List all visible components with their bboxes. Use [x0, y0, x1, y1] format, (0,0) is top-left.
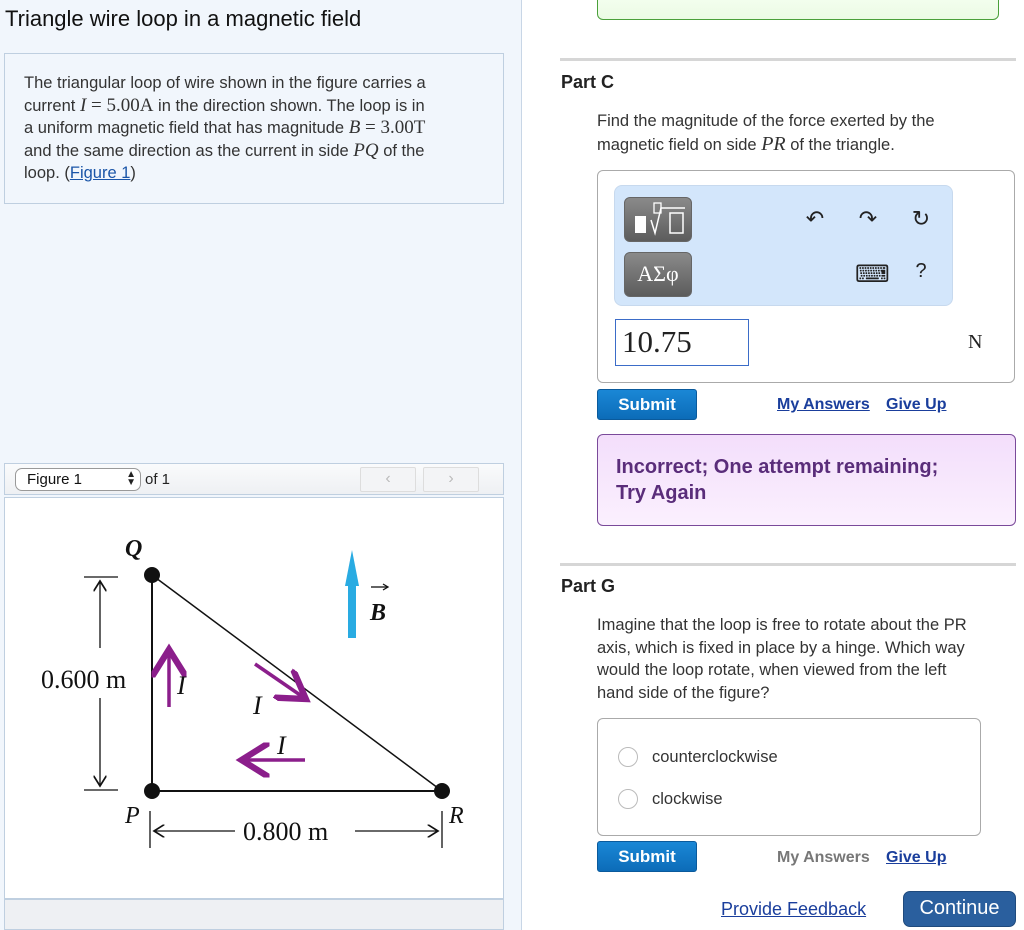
option-label: clockwise [652, 789, 723, 808]
intro-text: and the same direction as the current in side [24, 141, 354, 160]
correct-feedback-box [597, 0, 999, 20]
intro-text: The triangular loop of wire shown in the figure carries a [24, 74, 426, 92]
label-height: 0.600 m [41, 665, 127, 694]
part-g-question [597, 614, 967, 704]
label-b-field: B [370, 600, 387, 626]
label-q: Q [125, 536, 143, 562]
figure-count: of 1 [145, 471, 171, 488]
keyboard-icon[interactable]: ⌨ [855, 261, 890, 288]
part-divider [560, 58, 1016, 61]
question-text: would the loop rotate, when viewed from the left [597, 661, 947, 679]
vertex-r [434, 783, 450, 799]
part-g-title: Part G [561, 576, 616, 596]
question-text: axis, which is fixed in place by a hinge. Which way [597, 638, 965, 657]
question-text: hand side of the figure? [597, 683, 770, 702]
question-text: magnetic field on side [597, 135, 762, 154]
magnetic-field-arrow [345, 550, 359, 586]
redo-icon[interactable]: ↷ [858, 206, 878, 231]
chevron-left-icon: ‹ [385, 470, 391, 487]
figure-select[interactable] [15, 468, 141, 491]
math-var-side: PQ [353, 139, 379, 161]
option-counterclockwise[interactable] [618, 745, 778, 769]
label-current-pq: I [177, 671, 186, 700]
greek-symbols-button[interactable]: ΑΣφ [624, 252, 692, 297]
triangle-loop-figure [5, 498, 505, 900]
math-var-field: B [348, 117, 361, 138]
label-current-rp: I [277, 731, 286, 760]
incorrect-feedback-box [597, 434, 1016, 526]
part-g-give-up-link[interactable]: Give Up [886, 849, 947, 866]
intro-text: loop. ( [24, 164, 70, 182]
option-clockwise[interactable] [618, 787, 723, 811]
intro-text: ) [130, 164, 136, 182]
vertex-p [144, 783, 160, 799]
math-var-side: PR [761, 132, 786, 155]
math-toolbar [614, 185, 953, 306]
questions-pane [523, 0, 1024, 930]
math-var-current: I [79, 94, 87, 116]
intro-text: current [24, 96, 80, 115]
figure-navigation-bar [4, 463, 504, 495]
undo-icon[interactable]: ↶ [805, 206, 825, 231]
figure-select-value: Figure 1 [27, 471, 83, 488]
intro-text: a uniform magnetic field that has magnitude [24, 119, 349, 137]
previous-figure-button[interactable] [360, 467, 416, 492]
question-text: Find the magnitude of the force exerted by the [597, 112, 935, 130]
part-c-my-answers-link[interactable]: My Answers [777, 396, 870, 413]
feedback-text: Incorrect; One attempt remaining; [616, 456, 939, 478]
answer-entry-box [597, 170, 1015, 383]
part-divider [560, 563, 1016, 566]
label-current-qr: I [253, 691, 262, 720]
reset-icon[interactable]: ↻ [911, 206, 931, 231]
radio-button[interactable] [618, 747, 638, 767]
part-c-submit-button[interactable]: Submit [597, 389, 697, 420]
question-text: of the triangle. [785, 135, 895, 154]
figure-link[interactable]: Figure 1 [69, 164, 131, 182]
question-text: Imagine that the loop is free to rotate about the PR [597, 616, 967, 634]
label-r: R [449, 803, 464, 829]
updown-arrows-icon: ▲ ▼ [126, 469, 136, 488]
intro-text: in the direction shown. The loop is in [153, 96, 425, 115]
part-c-give-up-link[interactable]: Give Up [886, 396, 947, 413]
page-title: Triangle wire loop in a magnetic field [5, 6, 362, 31]
templates-button[interactable] [624, 197, 692, 242]
next-figure-button[interactable] [423, 467, 479, 492]
radio-button[interactable] [618, 789, 638, 809]
continue-button[interactable]: Continue [903, 891, 1016, 927]
provide-feedback-link[interactable]: Provide Feedback [721, 899, 867, 919]
part-c-question [597, 110, 935, 156]
feedback-text: Try Again [616, 482, 707, 504]
part-c-title: Part C [561, 72, 615, 92]
part-g-my-answers-label: My Answers [777, 849, 870, 866]
intro-text: of the [378, 141, 425, 160]
templates-icon [625, 198, 693, 243]
math-current-value: = 5.00A [86, 94, 154, 116]
math-field-value: = 3.00T [360, 117, 426, 138]
figure-panel [4, 497, 504, 899]
help-icon[interactable]: ? [915, 260, 927, 282]
label-p: P [125, 803, 140, 829]
multiple-choice-box [597, 718, 981, 836]
problem-statement [4, 53, 504, 204]
unit-label: N [968, 331, 983, 353]
part-g-submit-button[interactable]: Submit [597, 841, 697, 872]
vertex-q [144, 567, 160, 583]
label-width: 0.800 m [243, 817, 329, 846]
option-label: counterclockwise [652, 747, 778, 766]
chevron-right-icon: › [448, 470, 454, 487]
figure-footer [4, 899, 504, 930]
answer-input[interactable]: 10.75 [615, 319, 749, 366]
